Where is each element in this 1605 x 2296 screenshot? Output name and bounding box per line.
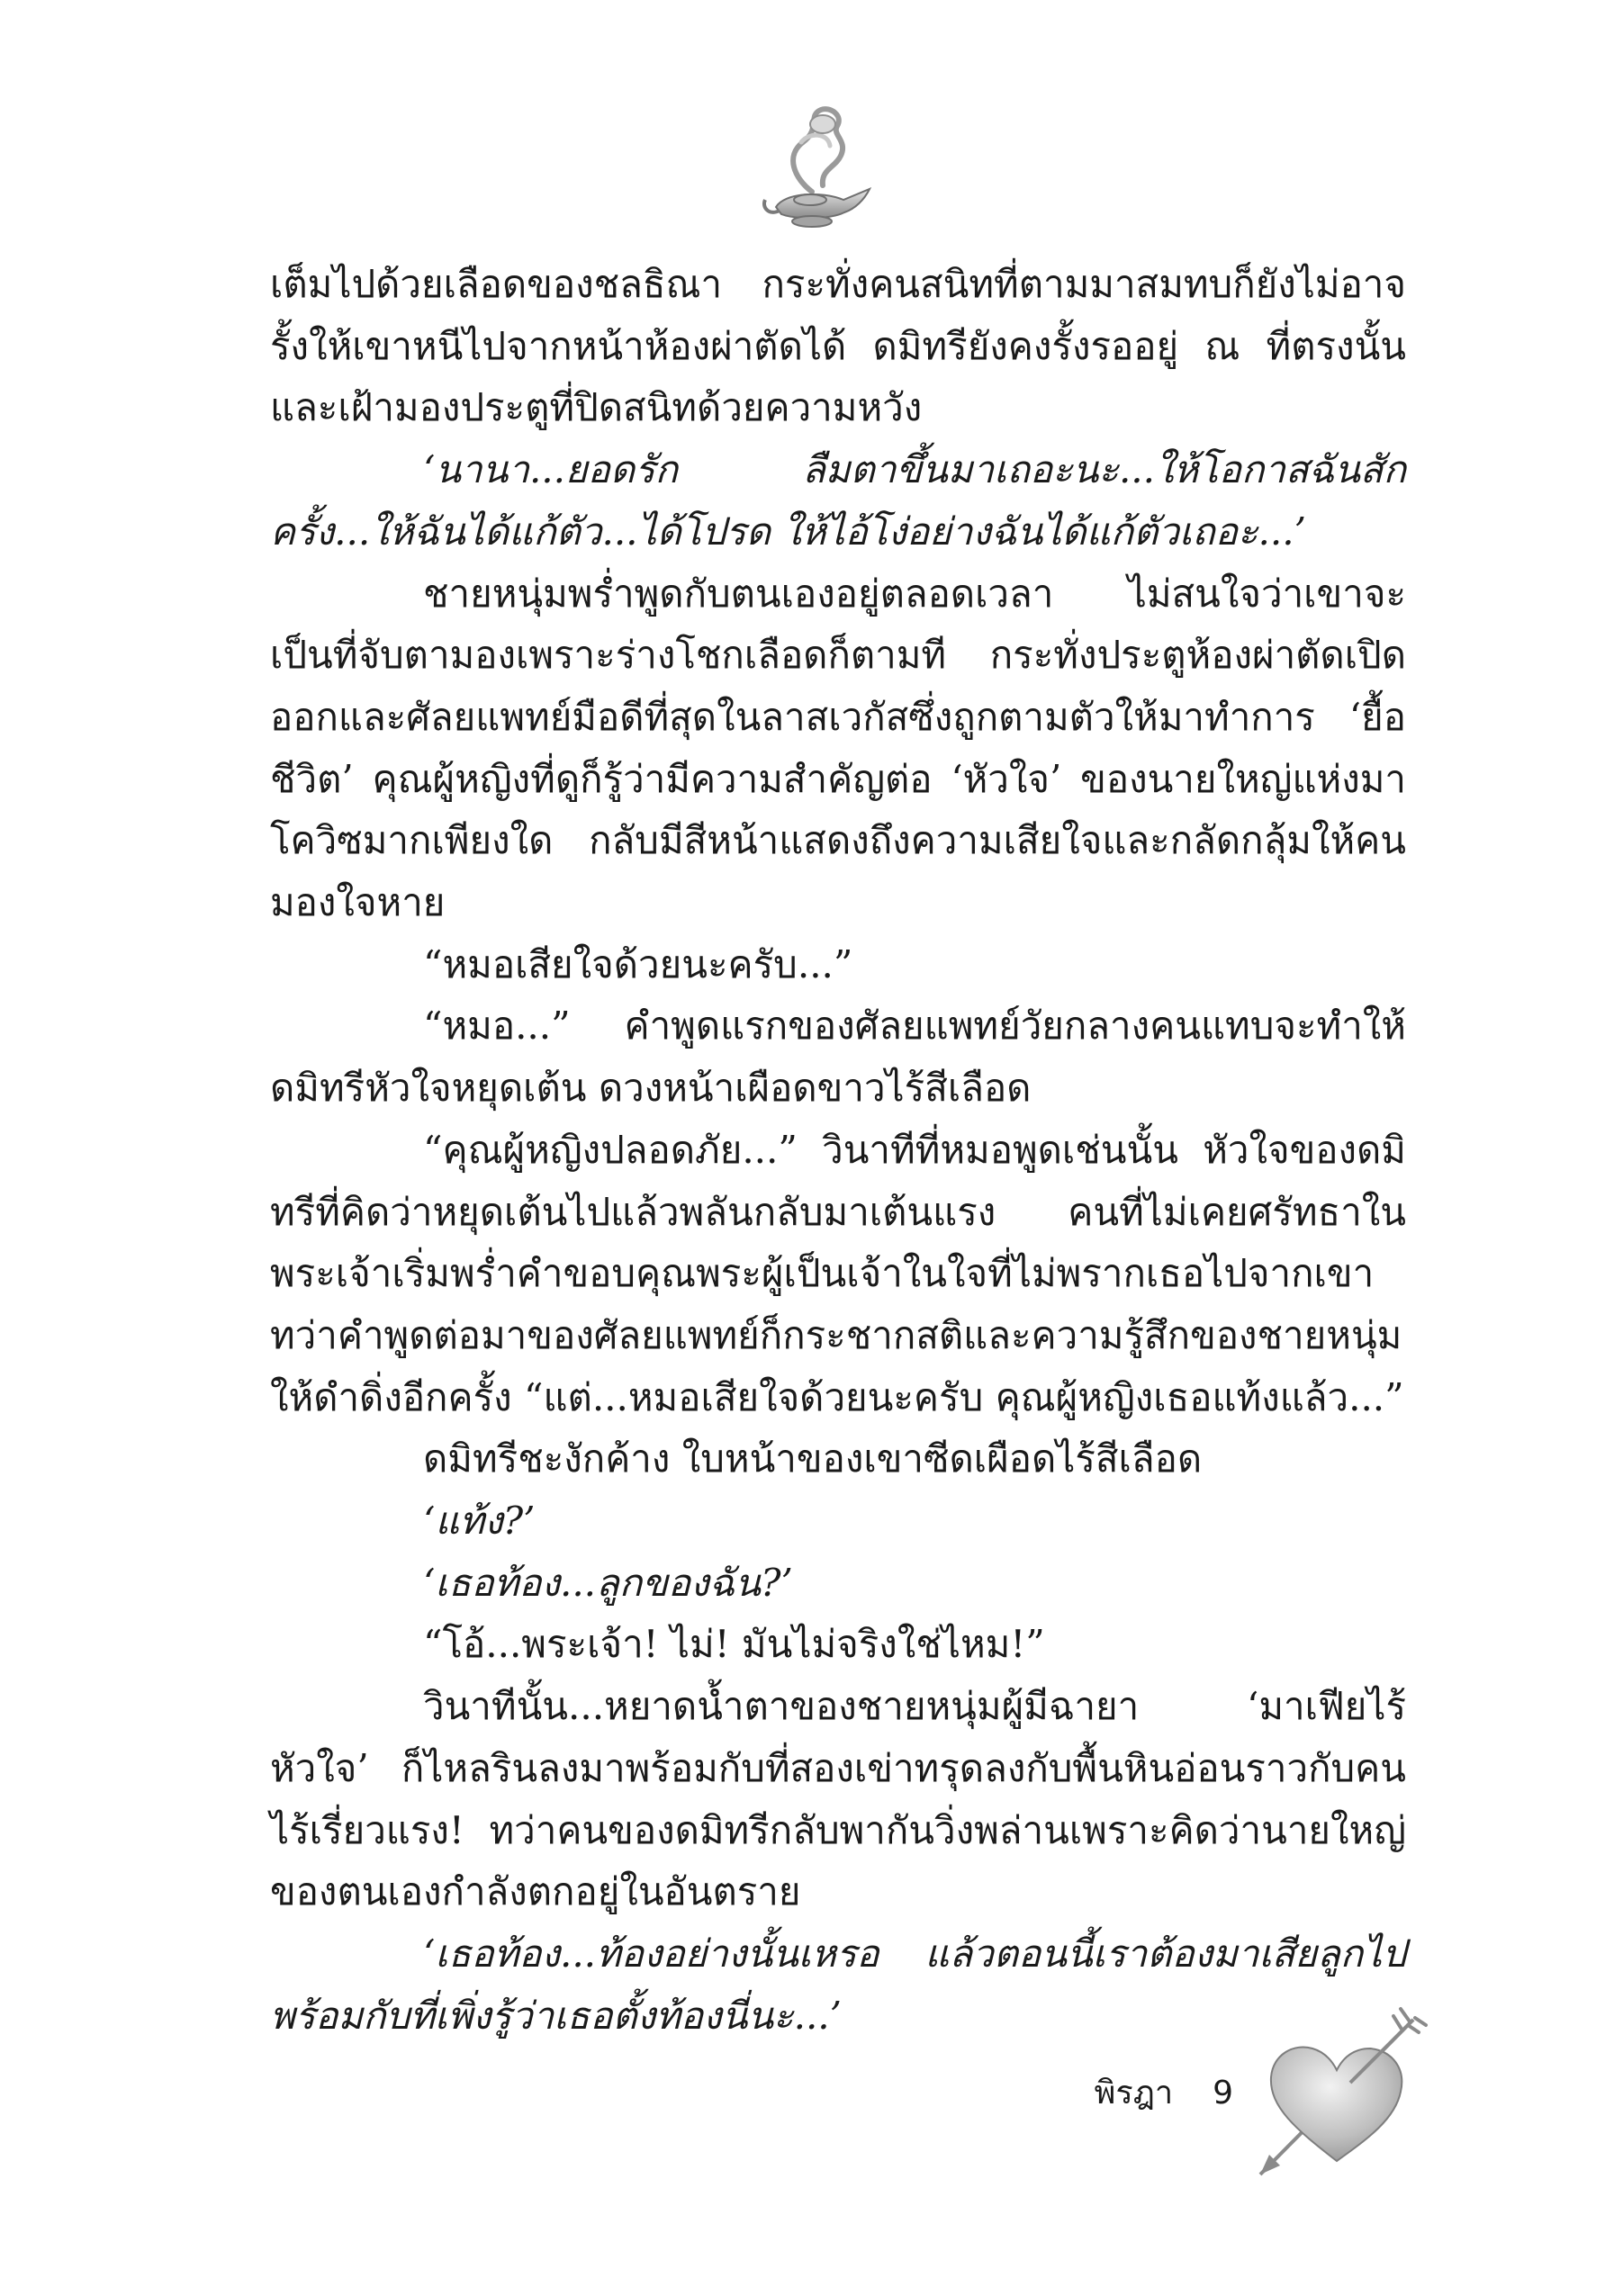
- paragraph-10: “โอ้...พระเจ้า! ไม่! มันไม่จริงใช่ไหม!”: [423, 1622, 1045, 1667]
- paragraph-12: ‘เธอท้อง...ท้องอย่างนั้นเหรอ แล้วตอนนี้เราต้องมาเสียลูกไปพร้อมกับที่เพิ่งรู้ว่าเธอตั้งท้องนี่นะ...’: [270, 1931, 1406, 2038]
- paragraph-2: ‘นานา...ยอดรัก ลืมตาขึ้นมาเถอะนะ...ให้โอกาสฉันสักครั้ง...ให้ฉันได้แก้ตัว...ได้โปรด ให้ไอ้โง่อย่างฉันได้แก้ตัวเถอะ...’: [270, 447, 1406, 554]
- paragraph-5: “หมอ...” คำพูดแรกของศัลยแพทย์วัยกลางคนแทบจะทำให้ดมิทรีหัวใจหยุดเต้น ดวงหน้าเผือดขาวไร้สีเลือด: [270, 1004, 1406, 1111]
- paragraph-6: “คุณผู้หญิงปลอดภัย...” วินาทีที่หมอพูดเช่นนั้น หัวใจของดมิทรีที่คิดว่าหยุดเต้นไปแล้วพลันกลับมาเต้นแรง คนที่ไม่เคยศรัทธาในพระเจ้าเริ่มพร่ำคำขอบคุณพระผู้เป็นเจ้าในใจที่ไม่พรากเธอไปจากเขา ทว่าคำพูดต่อมาของศัลยแพทย์ก็กระชากสติและความรู้สึกของชายหนุ่มให้ดำดิ่งอีกครั้ง “แต่...หมอเสียใจด้วยนะครับ คุณผู้หญิงเธอแท้งแล้ว...”: [270, 1127, 1406, 1419]
- genie-lamp-icon: [758, 106, 875, 232]
- paragraph-11: วินาทีนั้น...หยาดน้ำตาของชายหนุ่มผู้มีฉายา ‘มาเฟียไร้หัวใจ’ ก็ไหลรินลงมาพร้อมกับที่สองเข่าทรุดลงกับพื้นหินอ่อนราวกับคนไร้เรี่ยวแรง! ทว่าคนของดมิทรีกลับพากันวิ่งพล่านเพราะคิดว่านายใหญ่ของตนเองกำลังตกอยู่ในอันตราย: [270, 1684, 1406, 1914]
- page-footer: [1095, 2066, 1233, 2118]
- page-number: 9: [1213, 2075, 1233, 2111]
- paragraph-7: ดมิทรีชะงักค้าง ใบหน้าของเขาซีดเผือดไร้สีเลือด: [423, 1436, 1203, 1481]
- heart-arrow-icon: [1242, 2003, 1431, 2183]
- footer-author: พิรฎา: [1094, 2075, 1174, 2111]
- paragraph-8: ‘แท้ง?’: [423, 1499, 536, 1544]
- body-text: [270, 254, 1406, 2047]
- paragraph-3: ชายหนุ่มพร่ำพูดกับตนเองอยู่ตลอดเวลา ไม่สนใจว่าเขาจะเป็นที่จับตามองเพราะร่างโชกเลือดก็ตามที กระทั่งประตูห้องผ่าตัดเปิดออกและศัลยแพทย์มือดีที่สุดในลาสเวกัสซึ่งถูกตามตัวให้มาทำการ ‘ยื้อชีวิต’ คุณผู้หญิงที่ดูก็รู้ว่ามีความสำคัญต่อ ‘หัวใจ’ ของนายใหญ่แห่งมาโควิซมากเพียงใด กลับมีสีหน้าแสดงถึงความเสียใจและกลัดกลุ้มให้คนมองใจหาย: [270, 571, 1406, 925]
- paragraph-9: ‘เธอท้อง...ลูกของฉัน?’: [423, 1560, 793, 1605]
- paragraph-1: เต็มไปด้วยเลือดของชลธิณา กระทั่งคนสนิทที่ตามมาสมทบก็ยังไม่อาจรั้งให้เขาหนีไปจากหน้าห้องผ่าตัดได้ ดมิทรียังคงรั้งรออยู่ ณ ที่ตรงนั้นและเฝ้ามองประตูที่ปิดสนิทด้วยความหวัง: [270, 262, 1406, 430]
- paragraph-4: “หมอเสียใจด้วยนะครับ...”: [423, 941, 853, 986]
